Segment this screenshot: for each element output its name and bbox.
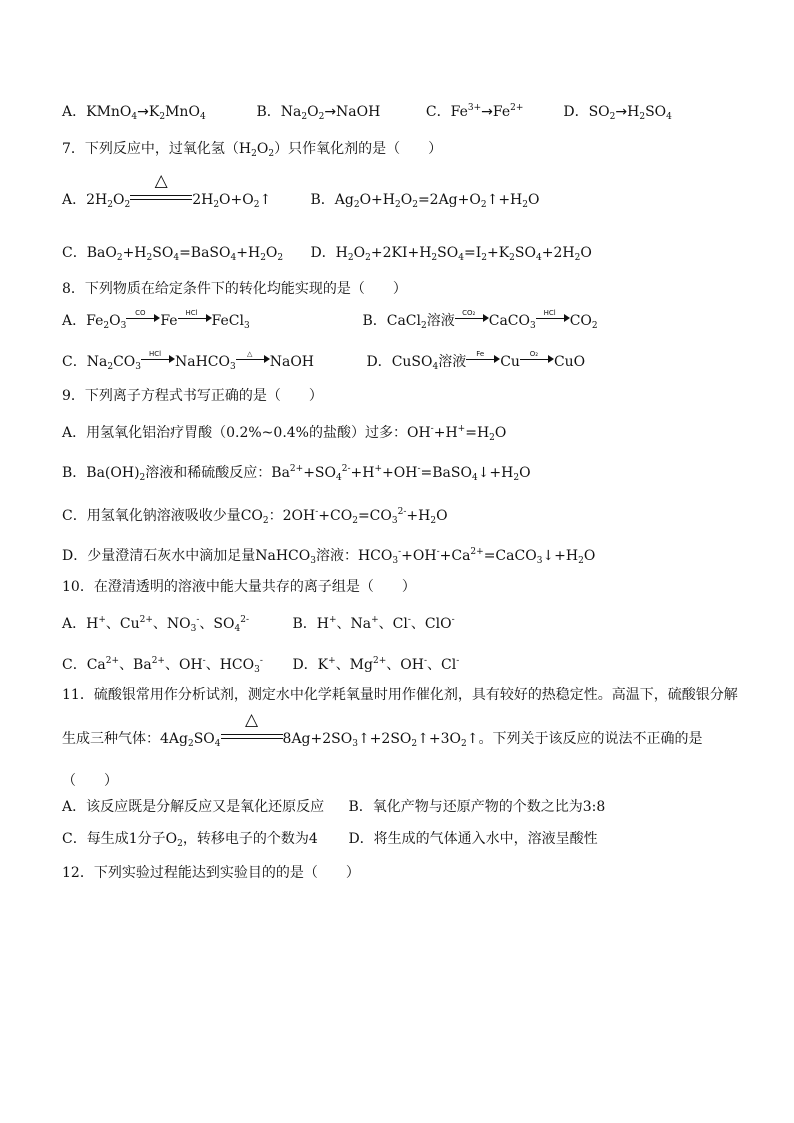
reaction-arrow: Fe	[466, 353, 500, 365]
q7-option-c: C．$BaO_2+H_2SO_4=BaSO_4+H_2O_2$	[62, 245, 284, 263]
q11-option-b: B．氧化产物与还原产物的个数之比为3:8	[348, 799, 606, 815]
q10-stem: 10．在澄清透明的溶液中能大量共存的离子组是（ ）	[62, 579, 416, 595]
q9-option-d: D．少量澄清石灰水中滴加足量NaHCO$_3$溶液：$HCO_3^-+OH^-+Ca^{2+}=CaCO_3↓+H_2O$	[62, 547, 596, 566]
reaction-arrow: HCl	[141, 353, 175, 365]
q12-stem: 12．下列实验过程能达到实验目的的是（ ）	[62, 865, 360, 881]
q11-option-a: A．该反应既是分解反应又是氧化还原反应	[62, 799, 325, 815]
q10-row-cd	[62, 652, 459, 679]
q7-option-b: B．$Ag_2O+H_2O_2=2Ag+O_2↑+H_2O$	[310, 192, 540, 210]
q11-row-ab	[62, 798, 605, 816]
q11-answer-paren: （ ）	[62, 773, 118, 789]
heat-equals-sign: △	[221, 733, 283, 741]
q9-option-a: A．用氢氧化铝治疗胃酸（0.2%~0.4%的盐酸）过多：$OH^-+H^+=H_2O$	[62, 424, 507, 443]
q11-stem-line2: 生成三种气体：$4Ag_2SO_4$ △ $8Ag+2SO_3↑+2SO_2↑+3O_2↑$。下列关于该反应的说法不正确的是	[62, 710, 703, 749]
q6-options-row	[62, 99, 672, 126]
reaction-arrow: HCl	[536, 312, 570, 324]
reaction-arrow: HCl	[178, 312, 212, 324]
q11-option-c: C．每生成1分子$O_2$，转移电子的个数为4	[62, 831, 318, 849]
reaction-arrow: CO₂	[455, 312, 489, 324]
q9-stem: 9．下列离子方程式书写正确的是（ ）	[62, 388, 323, 404]
q9-option-c: C．用氢氧化钠溶液吸收少量$CO_2$：$2OH^-+CO_2=CO_3^{2-}+H_2O$	[62, 507, 448, 526]
q6-option-d: D．$SO_2\to H_2SO_4$	[563, 104, 672, 122]
q11-row-cd	[62, 830, 598, 853]
q10-option-b: B．H+、Na+、Cl-、ClO-	[292, 615, 455, 632]
q7-row-cd	[62, 244, 592, 267]
q9-option-b: B．$Ba(OH)_2$溶液和稀硫酸反应：$Ba^{2+}+SO_4^{2-}+H^++OH^-=BaSO_4↓+H_2O$	[62, 464, 531, 483]
q8-option-c: C．$Na_2CO_3$ HCl NaHCO$_3$ △ NaOH	[62, 350, 315, 372]
q10-option-c: C．$Ca^{2+}$、$Ba^{2+}$、OH-、$HCO_3^-$	[62, 656, 263, 675]
reaction-arrow: △	[236, 353, 270, 365]
q7-row-ab	[62, 171, 540, 214]
reaction-arrow: CO	[126, 312, 160, 324]
q8-row-cd	[62, 350, 586, 376]
q8-option-b: B．CaCl$_2$溶液 CO₂ CaCO$_3$ HCl $CO_2$	[362, 309, 598, 331]
q8-stem: 8．下列物质在给定条件下的转化均能实现的是（ ）	[62, 281, 407, 297]
reaction-arrow: O₂	[520, 353, 554, 365]
q6-option-a: A．$KMnO_4\to K_2MnO_4$	[62, 104, 206, 122]
q8-option-a: A．$Fe_2O_3$ CO Fe HCl FeCl$_3$	[62, 309, 250, 331]
q11-stem-line1: 11．硫酸银常用作分析试剂，测定水中化学耗氧量时用作催化剂，具有较好的热稳定性。高温下，硫酸银分解	[62, 687, 738, 703]
q7-option-a: A．$2H_2O_2$ △ $2H_2O+O_2↑$	[62, 171, 272, 210]
q10-option-a: A．H+、$Cu^{2+}$、$NO_3^-$、$SO_4^{2-}$	[62, 615, 249, 634]
q7-stem: 7．下列反应中，过氧化氢$(H_2O_2)$只作氧化剂的是（ ）	[62, 141, 443, 159]
q8-row-ab	[62, 309, 598, 335]
q6-option-c: C．$Fe^{3+}\to Fe^{2+}$	[425, 103, 524, 120]
q11-option-d: D．将生成的气体通入水中，溶液呈酸性	[348, 831, 598, 847]
q10-option-d: D．K+、$Mg^{2+}$、OH-、Cl-	[292, 656, 460, 673]
q7-option-d: D．$H_2O_2+2KI+H_2SO_4=I_2+K_2SO_4+2H_2O$	[310, 245, 592, 263]
q10-row-ab	[62, 611, 455, 638]
q6-option-b: B．$Na_2O_2\to NaOH$	[256, 104, 381, 122]
heat-equals-sign: △	[130, 194, 192, 202]
q8-option-d: D．CuSO$_4$溶液 Fe Cu O₂ CuO	[366, 350, 586, 372]
